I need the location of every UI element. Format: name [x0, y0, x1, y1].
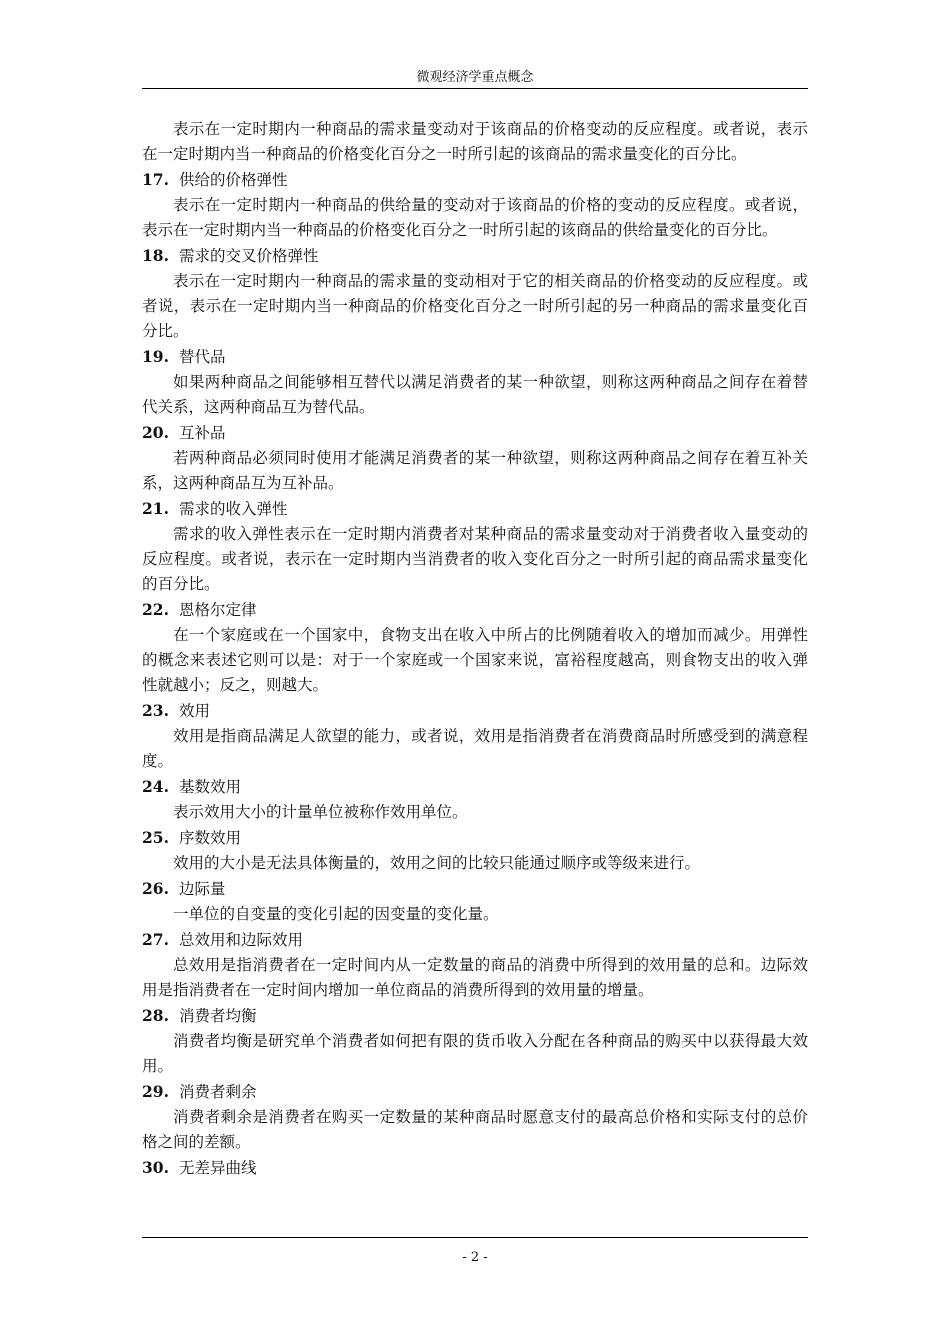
concept-definition: 效用的大小是无法具体衡量的，效用之间的比较只能通过顺序或等级来进行。 [173, 854, 701, 872]
concept-title: 供给的价格弹性 [178, 171, 288, 189]
concept-title: 消费者均衡 [178, 1007, 257, 1025]
concept-definition: 表示在一定时期内一种商品的供给量的变动对于该商品的价格的变动的反应程度。或者说，表示在一定时期内当一种商品的价格变化百分之一时所引起的该商品的供给量变化的百分比。 [142, 196, 808, 239]
concept-definition: 消费者剩余是消费者在购买一定数量的某种商品时愿意支付的最高总价格和实际支付的总价格之间的差额。 [142, 1108, 808, 1151]
concept-number: 30. [142, 1158, 169, 1177]
concept-title: 恩格尔定律 [178, 601, 257, 619]
concept-title: 需求的交叉价格弹性 [178, 247, 319, 265]
concept-number: 19. [142, 347, 169, 366]
concept-heading [142, 1003, 808, 1029]
concept-heading [142, 344, 808, 370]
concept-definition: 一单位的自变量的变化引起的因变量的变化量。 [173, 905, 499, 923]
concept-heading [142, 420, 808, 446]
document-body [142, 117, 808, 1181]
concept-definition: 效用是指商品满足人欲望的能力，或者说，效用是指消费者在消费商品时所感受到的满意程度。 [142, 727, 808, 770]
concept-entry [142, 420, 808, 496]
concept-title: 无差异曲线 [178, 1159, 257, 1177]
concept-definition: 总效用是指消费者在一定时间内从一定数量的商品的消费中所得到的效用量的总和。边际效用是指消费者在一定时间内增加一单位商品的消费所得到的效用量的增量。 [142, 956, 808, 999]
concept-entry [142, 825, 808, 876]
concept-entry [142, 344, 808, 420]
concept-title: 效用 [178, 702, 210, 720]
concept-number: 17. [142, 170, 169, 189]
concept-heading [142, 1155, 808, 1181]
concept-entry [142, 698, 808, 774]
footer-divider [142, 1237, 808, 1238]
concept-heading [142, 1079, 808, 1105]
concept-definition: 若两种商品必须同时使用才能满足消费者的某一种欲望，则称这两种商品之间存在着互补关系，这两种商品互为互补品。 [142, 449, 808, 492]
concept-number: 28. [142, 1006, 169, 1025]
concept-title: 互补品 [178, 424, 226, 442]
concept-entry [142, 167, 808, 243]
concept-number: 27. [142, 930, 169, 949]
concept-number: 29. [142, 1082, 169, 1101]
concept-definition: 表示效用大小的计量单位被称作效用单位。 [173, 803, 468, 821]
page-number: - 2 - [462, 1250, 488, 1265]
concept-title: 序数效用 [178, 829, 241, 847]
concept-entry [142, 1003, 808, 1079]
concept-entry [142, 597, 808, 698]
concept-heading [142, 167, 808, 193]
concept-number: 25. [142, 828, 169, 847]
concept-heading [142, 597, 808, 623]
concept-entry [142, 496, 808, 597]
header-divider [142, 88, 808, 89]
concept-number: 24. [142, 777, 169, 796]
concept-heading [142, 496, 808, 522]
concept-definition: 需求的收入弹性表示在一定时期内消费者对某种商品的需求量变动对于消费者收入量变动的反应程度。或者说，表示在一定时期内当消费者的收入变化百分之一时所引起的商品需求量变化的百分比。 [142, 525, 808, 593]
concept-entry [142, 1155, 808, 1181]
concept-title: 替代品 [178, 348, 226, 366]
concept-title: 总效用和边际效用 [178, 931, 303, 949]
concept-heading [142, 774, 808, 800]
concept-entry [142, 774, 808, 825]
concept-number: 26. [142, 879, 169, 898]
concept-title: 消费者剩余 [178, 1083, 257, 1101]
concept-heading [142, 876, 808, 902]
concept-entry [142, 927, 808, 1003]
concept-definition: 消费者均衡是研究单个消费者如何把有限的货币收入分配在各种商品的购买中以获得最大效用。 [142, 1032, 808, 1075]
concept-entry [142, 243, 808, 344]
concept-definition: 在一个家庭或在一个国家中，食物支出在收入中所占的比例随着收入的增加而减少。用弹性的概念来表述它则可以是：对于一个家庭或一个国家来说，富裕程度越高，则食物支出的收入弹性就越小；反之，则越大。 [142, 626, 808, 694]
concept-heading [142, 927, 808, 953]
concept-definition: 如果两种商品之间能够相互替代以满足消费者的某一种欲望，则称这两种商品之间存在着替代关系，这两种商品互为替代品。 [142, 373, 808, 416]
intro-paragraph: 表示在一定时期内一种商品的需求量变动对于该商品的价格变动的反应程度。或者说，表示在一定时期内当一种商品的价格变化百分之一时所引起的该商品的需求量变化的百分比。 [142, 120, 808, 163]
concept-number: 23. [142, 701, 169, 720]
page-header: 微观经济学重点概念 [416, 70, 534, 85]
concept-heading [142, 825, 808, 851]
concept-entry [142, 876, 808, 927]
concept-heading [142, 698, 808, 724]
concept-title: 需求的收入弹性 [178, 500, 288, 518]
concept-number: 22. [142, 600, 169, 619]
concept-definition: 表示在一定时期内一种商品的需求量的变动相对于它的相关商品的价格变动的反应程度。或者说，表示在一定时期内当一种商品的价格变化百分之一时所引起的另一种商品的需求量变化百分比。 [142, 272, 808, 340]
concept-entry [142, 1079, 808, 1155]
concept-list [142, 167, 808, 1181]
concept-number: 18. [142, 246, 169, 265]
concept-title: 基数效用 [178, 778, 241, 796]
concept-number: 21. [142, 499, 169, 518]
concept-heading [142, 243, 808, 269]
concept-title: 边际量 [178, 880, 226, 898]
concept-number: 20. [142, 423, 169, 442]
